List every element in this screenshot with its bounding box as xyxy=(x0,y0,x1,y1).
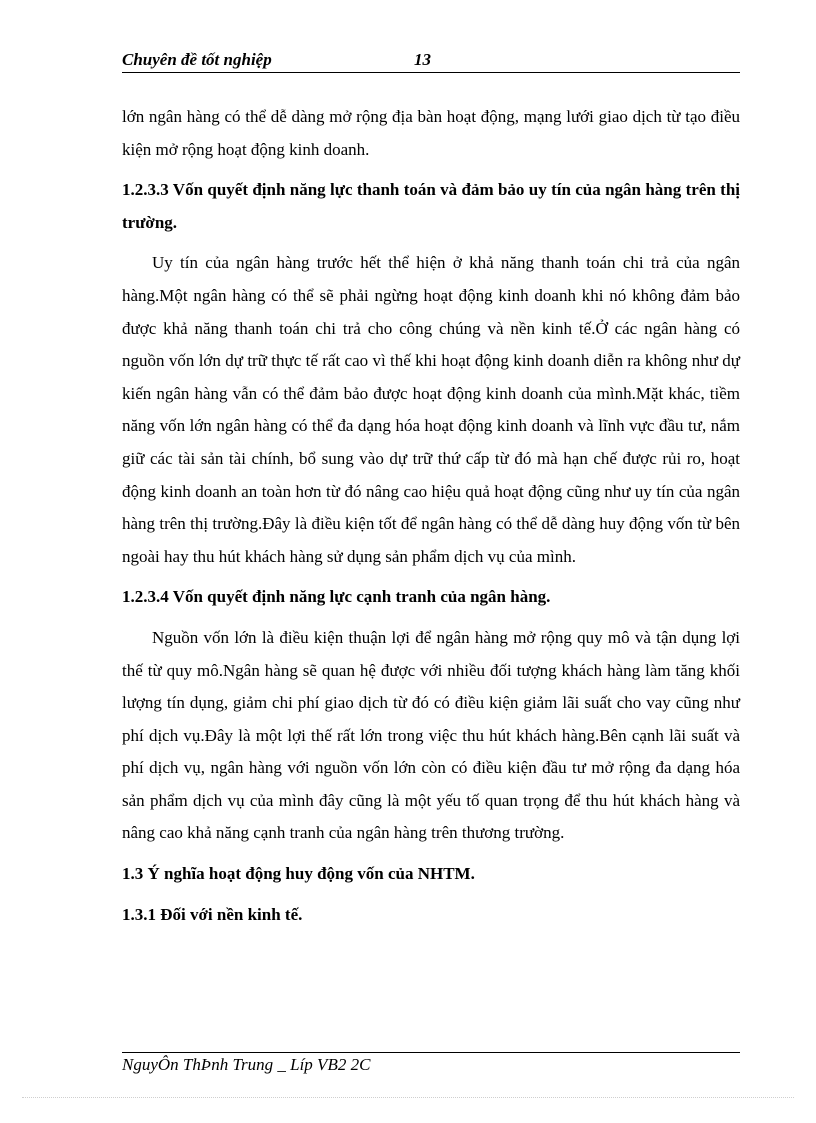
paragraph-1-2-3-3: Uy tín của ngân hàng trước hết thể hiện ở khả năng thanh toán chi trả của ngân hàng.Một ngân hàng có thể sẽ phải ngừng hoạt động kinh doanh khi nó không đảm bảo được khả năng thanh toán chi trả cho công chúng và nền kinh tế.Ở các ngân hàng có nguồn vốn lớn dự trữ thực tế rất cao vì thế khi hoạt động kinh doanh diễn ra không như dự kiến ngân hàng vẫn có thể đảm bảo được hoạt động kinh doanh của mình.Mặt khác, tiềm năng vốn lớn ngân hàng có thể đa dạng hóa hoạt động kinh doanh và lĩnh vực đầu tư, nắm giữ các tài sản tài chính, bổ sung vào dự trữ thứ cấp từ đó mà hạn chế được rủi ro, hoạt động kinh doanh an toàn hơn từ đó nâng cao hiệu quả hoạt động cũng như uy tín của ngân hàng trên thị trường.Đây là điều kiện tốt để ngân hàng có thể dễ dàng huy động vốn từ bên ngoài hay thu hút khách hàng sử dụng sản phẩm dịch vụ của mình. xyxy=(122,253,740,566)
footer-author: NguyÔn ThÞnh Trung _ Líp VB2 2C xyxy=(122,1055,371,1074)
page-header xyxy=(122,48,740,73)
page-content xyxy=(122,101,740,939)
page-footer xyxy=(122,1052,740,1075)
section-heading-1-3-1: 1.3.1 Đối với nền kinh tế. xyxy=(122,904,303,924)
section-heading-1-2-3-3: 1.2.3.3 Vốn quyết định năng lực thanh toán và đảm bảo uy tín của ngân hàng trên thị trường. xyxy=(122,180,740,232)
document-title: Chuyên đề tốt nghiệp xyxy=(122,50,272,69)
page-edge-divider xyxy=(22,1097,794,1098)
section-heading-1-3: 1.3 Ý nghĩa hoạt động huy động vốn của NHTM. xyxy=(122,864,475,884)
section-heading-1-2-3-4: 1.2.3.4 Vốn quyết định năng lực cạnh tranh của ngân hàng. xyxy=(122,587,551,607)
page-number: 13 xyxy=(414,50,431,69)
paragraph-1-2-3-4: Nguồn vốn lớn là điều kiện thuận lợi để ngân hàng mở rộng quy mô và tận dụng lợi thế từ quy mô.Ngân hàng sẽ quan hệ được với nhiều đối tượng khách hàng làm tăng khối lượng tín dụng, giảm chi phí giao dịch từ đó có điều kiện giảm lãi suất cho vay cũng như phí dịch vụ.Đây là một lợi thế rất lớn trong việc thu hút khách hàng.Bên cạnh lãi suất và phí dịch vụ, ngân hàng với nguồn vốn lớn còn có điều kiện đầu tư mở rộng đa dạng hóa sản phẩm dịch vụ của mình đây cũng là một yếu tố quan trọng để thu hút khách hàng và nâng cao khả năng cạnh tranh của ngân hàng trên thương trường. xyxy=(122,627,740,843)
paragraph-continuation: lớn ngân hàng có thể dễ dàng mở rộng địa bàn hoạt động, mạng lưới giao dịch từ tạo điều kiện mở rộng hoạt động kinh doanh. xyxy=(122,107,740,159)
